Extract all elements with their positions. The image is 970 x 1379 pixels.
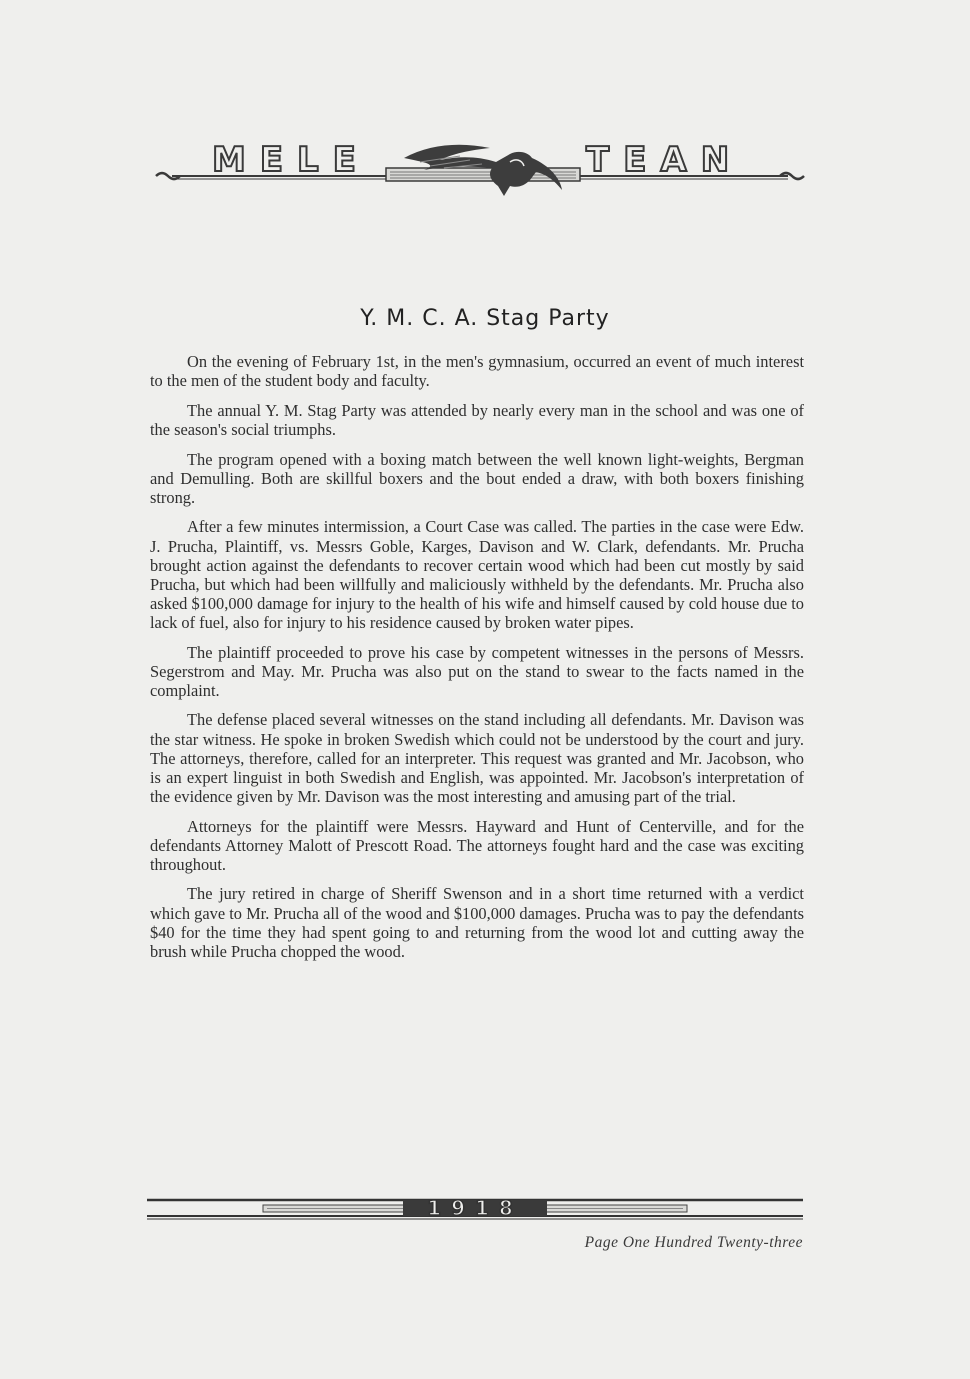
article-paragraph: The jury retired in charge of Sheriff Swenson and in a short time returned with a verdict which gave to Mr. Prucha all of the wood and $100,000 damages. Prucha was to pay the defendants $40 for the time they had spent going to and returning from the wood lot and cutting away the brush while Prucha chopped the wood. (150, 884, 804, 961)
article-paragraph: Attorneys for the plaintiff were Messrs. Hayward and Hunt of Centerville, and for the defendants Attorney Malott of Prescott Road. The attorneys fought hard and the case was exciting throughout. (150, 816, 804, 874)
article-paragraph: On the evening of February 1st, in the men's gymnasium, occurred an event of much interest to the men of the student body and faculty. (150, 352, 804, 391)
article-paragraph: The defense placed several witnesses on the stand including all defendants. Mr. Davison was the star witness. He spoke in broken Swedish which could not be understood by the court and jury. The attorneys, therefore, called for an interpreter. This request was granted and Mr. Jacobson, who is an expert linguist in both Swedish and English, was appointed. Mr. Jacobson's interpretation of the evidence given by Mr. Davison was the most interesting and amusing part of the trial. (150, 710, 804, 806)
header-word-left: MELE (212, 140, 370, 180)
eagle-icon (400, 140, 570, 200)
mele-tean-banner (150, 140, 810, 202)
article-title: Y. M. C. A. Stag Party (360, 306, 610, 331)
article-paragraph: After a few minutes intermission, a Court Case was called. The parties in the case were Edw. J. Prucha, Plaintiff, vs. Messrs Goble, Karges, Davison and W. Clark, defendants. Mr. Prucha brought action against the defendants to recover certain wood which had been cut mostly by said Prucha, but which had been willfully and maliciously withheld by the defendants. Mr. Prucha also asked $100,000 damage for injury to the health of his wife and himself caused by cold house due to lack of fuel, also for injury to his residence caused by broken water pipes. (150, 517, 804, 632)
year-footer-banner (147, 1196, 803, 1224)
footer-year: 1918 (427, 1196, 523, 1220)
page-number: Page One Hundred Twenty-three (584, 1234, 803, 1251)
article-body (150, 352, 804, 971)
header-word-right: TEAN (586, 140, 744, 180)
article-paragraph: The program opened with a boxing match between the well known light-weights, Bergman and Demulling. Both are skillful boxers and the bout ended a draw, with both boxers finishing strong. (150, 449, 804, 507)
article-paragraph: The annual Y. M. Stag Party was attended by nearly every man in the school and was one of the season's social triumphs. (150, 400, 804, 439)
article-paragraph: The plaintiff proceeded to prove his case by competent witnesses in the persons of Messrs. Segerstrom and May. Mr. Prucha was also put on the stand to swear to the facts named in the complaint. (150, 642, 804, 700)
